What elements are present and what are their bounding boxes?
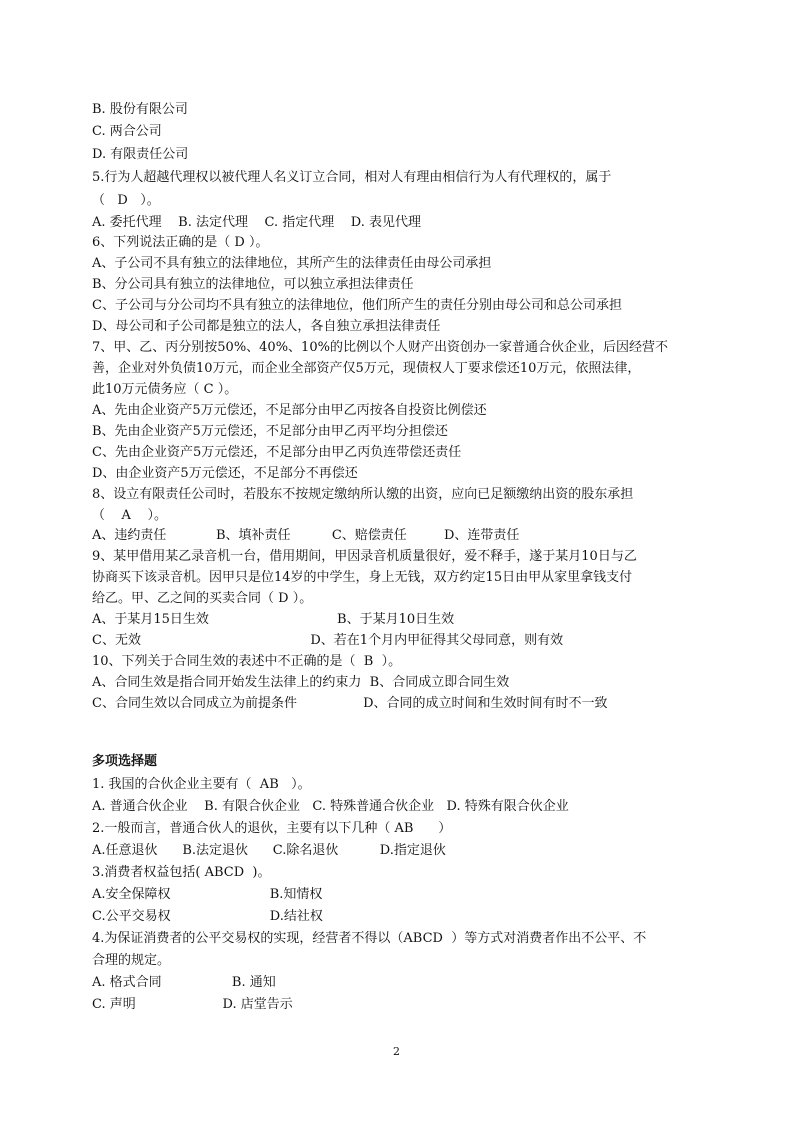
text-line: B、分公司具有独立的法律地位，可以独立承担法律责任 [92, 277, 414, 292]
text-line: C、子公司与分公司均不具有独立的法律地位，他们所产生的责任分别由母公司和总公司承担 [92, 298, 622, 313]
text-line: 2.一般而言，普通合伙人的退伙，主要有以下几种（ AB ） [92, 821, 452, 836]
text-line: A.任意退伙 B.法定退伙 C.除名退伙 D.指定退伙 [92, 843, 446, 858]
text-line: A. 格式合同 B. 通知 [92, 975, 276, 990]
text-line: A.安全保障权 B.知情权 [92, 887, 323, 902]
text-line: B. 股份有限公司 [92, 102, 188, 117]
text-line: A、于某月15日生效 B、于某月10日生效 [92, 612, 455, 627]
text-line: C、合同生效以合同成立为前提条件 D、合同的成立时间和生效时间有时不一致 [92, 696, 608, 711]
text-line: 合理的规定。 [92, 953, 171, 968]
text-line: 善，企业对外负债10万元，而企业全部资产仅5万元，现债权人丁要求偿还10万元，依照法律， [92, 361, 641, 376]
text-line: （ A ）。 [92, 508, 167, 523]
text-line: C.公平交易权 D.结社权 [92, 909, 323, 924]
text-line: 9、某甲借用某乙录音机一台，借用期间，甲因录音机质量很好，爱不释手，遂于某月10日与乙 [92, 549, 637, 564]
text-line: （ D ）。 [92, 193, 160, 208]
text-line: 协商买下该录音机。因甲只是位14岁的中学生，身上无钱，双方约定15日由甲从家里拿钱支付 [92, 570, 633, 585]
text-line: 7、甲、乙、丙分别按50%、40%、10%的比例以个人财产出资创办一家普通合伙企业，后因经营不 [92, 340, 668, 355]
text-line: C. 声明 D. 店堂告示 [92, 997, 293, 1012]
text-line: C、无效 D、若在1个月内甲征得其父母同意，则有效 [92, 633, 564, 648]
text-line: 给乙。甲、乙之间的买卖合同（ D ）。 [92, 591, 313, 606]
section-title: 多项选择题 [92, 754, 158, 769]
text-line: 6、下列说法正确的是（ D ）。 [92, 235, 269, 250]
text-line: B、先由企业资产5万元偿还，不足部分由甲乙丙平均分担偿还 [92, 424, 448, 439]
text-line: 8、设立有限责任公司时，若股东不按规定缴纳所认缴的出资，应向已足额缴纳出资的股东承担 [92, 487, 634, 502]
text-line: C、先由企业资产5万元偿还，不足部分由甲乙丙负连带偿还责任 [92, 445, 462, 460]
text-line: A. 普通合伙企业 B. 有限合伙企业 C. 特殊普通合伙企业 D. 特殊有限合伙企业 [92, 799, 569, 814]
text-line: 此10万元债务应（ C ）。 [92, 382, 238, 397]
text-line: 1. 我国的合伙企业主要有（ AB ）。 [92, 777, 311, 792]
text-line: 3.消费者权益包括( ABCD )。 [92, 865, 271, 880]
text-line: D. 有限责任公司 [92, 147, 189, 162]
text-line: A. 委托代理 B. 法定代理 C. 指定代理 D. 表见代理 [92, 215, 422, 230]
text-line: 5.行为人超越代理权以被代理人名义订立合同，相对人有理由相信行为人有代理权的，属于 [92, 170, 612, 185]
text-line: A、违约责任 B、填补责任 C、赔偿责任 D、连带责任 [92, 528, 520, 543]
text-line: D、母公司和子公司都是独立的法人，各自独立承担法律责任 [92, 319, 441, 334]
text-line: A、先由企业资产5万元偿还，不足部分由甲乙丙按各自投资比例偿还 [92, 403, 487, 418]
text-line: 4.为保证消费者的公平交易权的实现，经营者不得以（ABCD ）等方式对消费者作出不公平、不 [92, 931, 647, 946]
text-line: D、由企业资产5万元偿还，不足部分不再偿还 [92, 466, 358, 481]
page-number: 2 [393, 1045, 400, 1058]
text-line: A、子公司不具有独立的法律地位，其所产生的法律责任由母公司承担 [92, 256, 492, 271]
text-line: 10、下列关于合同生效的表述中不正确的是（ B ）。 [92, 654, 402, 669]
text-line: A、合同生效是指合同开始发生法律上的约束力 B、合同成立即合同生效 [92, 675, 510, 690]
text-line: C. 两合公司 [92, 124, 162, 139]
